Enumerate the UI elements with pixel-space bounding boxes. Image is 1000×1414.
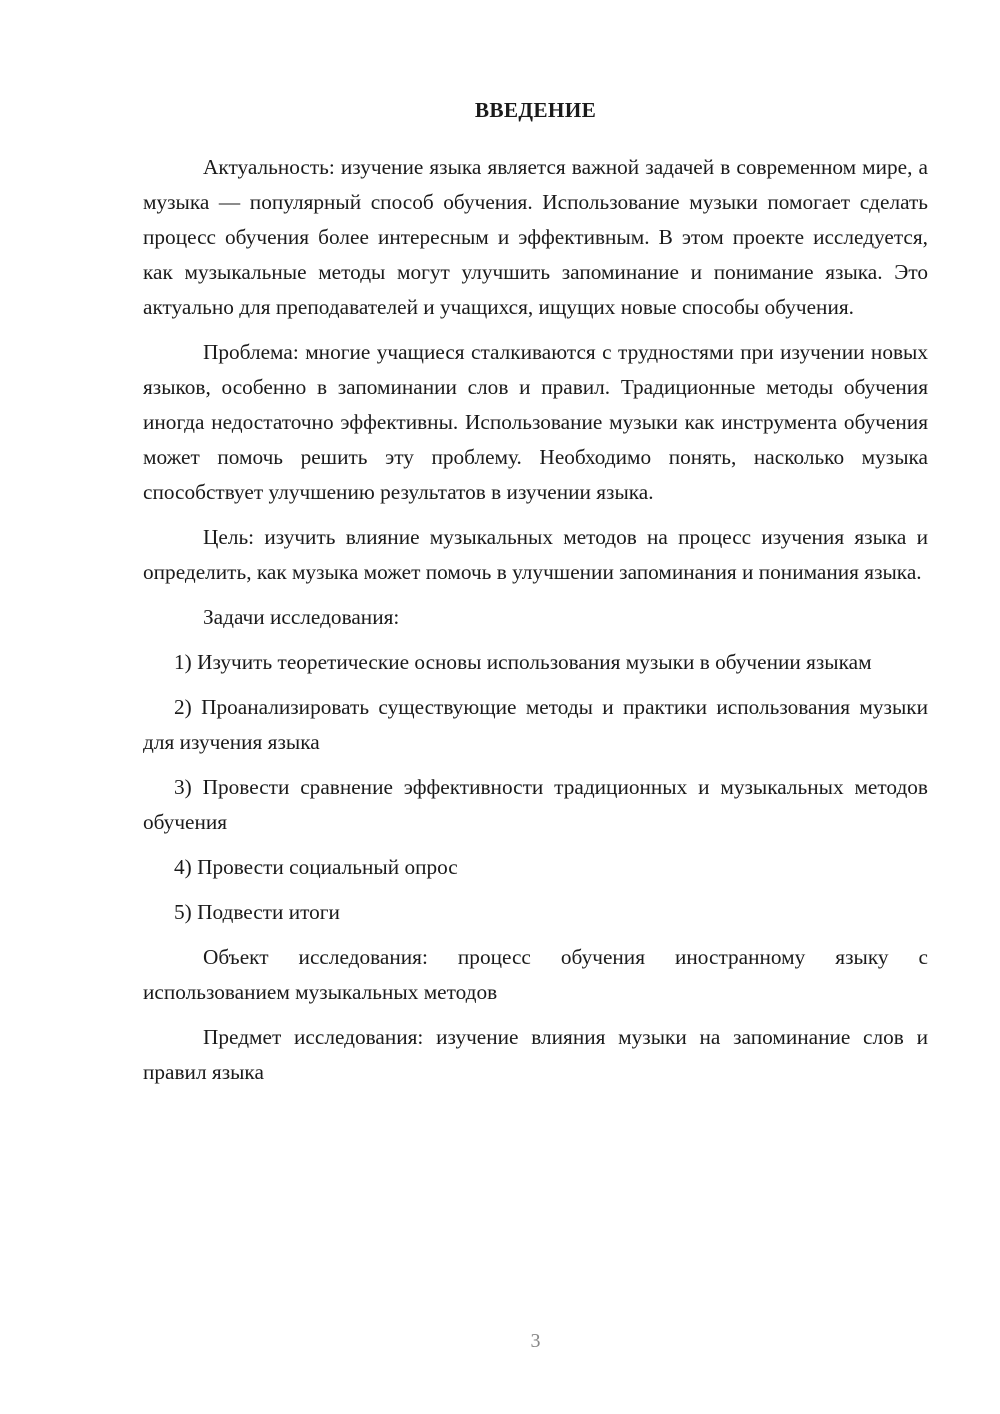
research-object-paragraph: Объект исследования: процесс обучения иностранному языку с использованием музыкальных методов	[143, 945, 928, 1004]
page-number: 3	[530, 1330, 541, 1352]
section-heading: ВВЕДЕНИЕ	[474, 98, 597, 122]
tasks-title: Задачи исследования:	[203, 605, 400, 629]
task-item-3: 3) Провести сравнение эффективности традиционных и музыкальных методов обучения	[143, 775, 928, 834]
goal-paragraph: Цель: изучить влияние музыкальных методов на процесс изучения языка и определить, как музыка может помочь в улучшении запоминания и понимания языка.	[143, 525, 928, 584]
research-subject-paragraph: Предмет исследования: изучение влияния музыки на запоминание слов и правил языка	[143, 1025, 928, 1084]
task-item-1: 1) Изучить теоретические основы использования музыки в обучении языкам	[174, 650, 872, 674]
document-page	[143, 92, 928, 1100]
task-item-2: 2) Проанализировать существующие методы и практики использования музыки для изучения языка	[143, 695, 928, 754]
relevance-paragraph: Актуальность: изучение языка является важной задачей в современном мире, а музыка — популярный способ обучения. Использование музыки помогает сделать процесс обучения более интересным и эффективным. В этом проекте исследуется, как музыкальные методы могут улучшить запоминание и понимание языка. Это актуально для преподавателей и учащихся, ищущих новые способы обучения.	[143, 155, 928, 319]
task-item-5: 5) Подвести итоги	[174, 900, 340, 924]
tasks-list	[143, 645, 928, 930]
problem-paragraph: Проблема: многие учащиеся сталкиваются с трудностями при изучении новых языков, особенно в запоминании слов и правил. Традиционные методы обучения иногда недостаточно эффективны. Использование музыки как инструмента обучения может помочь решить эту проблему. Необходимо понять, насколько музыка способствует улучшению результатов в изучении языка.	[143, 340, 928, 504]
task-item-4: 4) Провести социальный опрос	[174, 855, 458, 879]
